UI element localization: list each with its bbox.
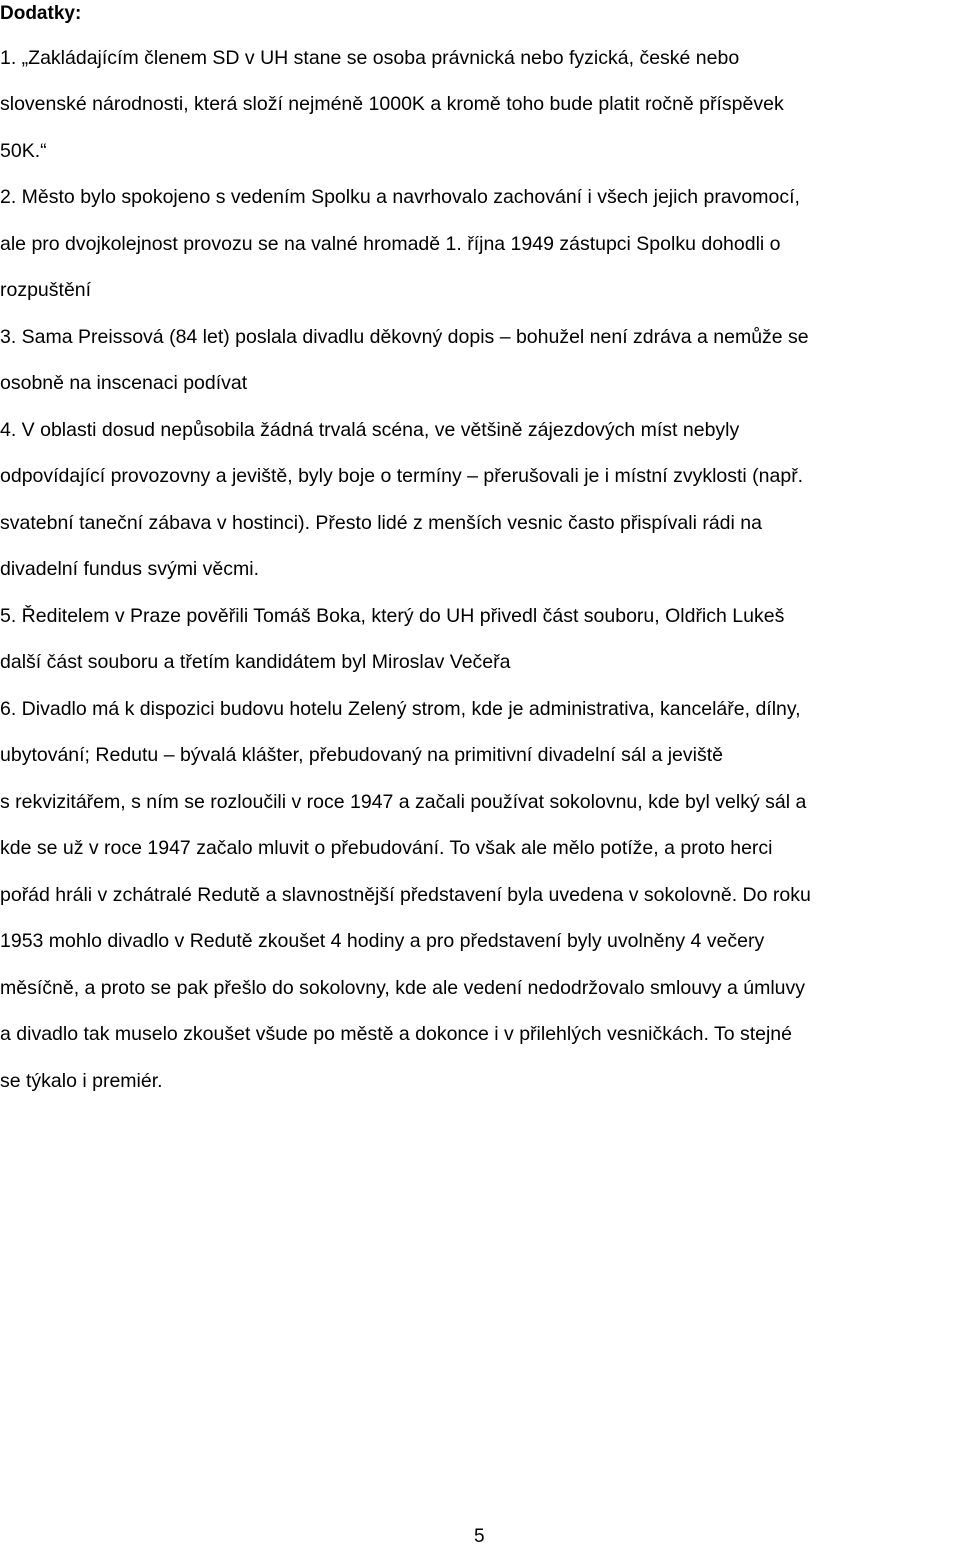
page-heading: Dodatky: xyxy=(0,3,82,24)
text-line: pořád hráli v zchátralé Redutě a slavnostnější představení byla uvedena v sokolovně. Do roku xyxy=(0,884,811,906)
text-line: 5. Ředitelem v Praze pověřili Tomáš Boka, který do UH přivedl část souboru, Oldřich Lukeš xyxy=(0,605,785,627)
text-line: rozpuštění xyxy=(0,279,92,301)
text-line: další část souboru a třetím kandidátem byl Miroslav Večeřa xyxy=(0,651,511,673)
text-line: ale pro dvojkolejnost provozu se na valné hromadě 1. října 1949 zástupci Spolku dohodli o xyxy=(0,233,781,255)
text-line: s rekvizitářem, s ním se rozloučili v roce 1947 a začali používat sokolovnu, kde byl velký sál a xyxy=(0,791,807,813)
page-number: 5 xyxy=(474,1526,485,1547)
text-line: ubytování; Redutu – bývalá klášter, přebudovaný na primitivní divadelní sál a jeviště xyxy=(0,744,723,766)
text-line: 50K.“ xyxy=(0,140,47,162)
text-line: svatební taneční zábava v hostinci). Přesto lidé z menších vesnic často přispívali rádi na xyxy=(0,512,762,534)
text-line: se týkalo i premiér. xyxy=(0,1070,163,1092)
text-line: 2. Město bylo spokojeno s vedením Spolku a navrhovalo zachování i všech jejich pravomocí, xyxy=(0,186,800,208)
text-line: osobně na inscenaci podívat xyxy=(0,372,248,394)
text-line: 1. „Zakládajícím členem SD v UH stane se osoba právnická nebo fyzická, české nebo xyxy=(0,47,740,69)
text-line: 3. Sama Preissová (84 let) poslala divadlu děkovný dopis – bohužel není zdráva a nemůže se xyxy=(0,326,809,348)
text-line: 1953 mohlo divadlo v Redutě zkoušet 4 hodiny a pro představení byly uvolněny 4 večery xyxy=(0,930,765,952)
text-line: divadelní fundus svými věcmi. xyxy=(0,558,260,580)
text-line: 4. V oblasti dosud nepůsobila žádná trvalá scéna, ve většině zájezdových míst nebyly xyxy=(0,419,740,441)
text-line: 6. Divadlo má k dispozici budovu hotelu Zelený strom, kde je administrativa, kanceláře, dílny, xyxy=(0,698,801,720)
text-line: kde se už v roce 1947 začalo mluvit o přebudování. To však ale mělo potíže, a proto herci xyxy=(0,837,773,859)
text-line: a divadlo tak muselo zkoušet všude po městě a dokonce i v přilehlých vesničkách. To stejné xyxy=(0,1023,792,1045)
text-line: odpovídající provozovny a jeviště, byly boje o termíny – přerušovali je i místní zvyklosti (např. xyxy=(0,465,804,487)
text-line: měsíčně, a proto se pak přešlo do sokolovny, kde ale vedení nedodržovalo smlouvy a úmluvy xyxy=(0,977,805,999)
text-line: slovenské národnosti, která složí nejméně 1000K a kromě toho bude platit ročně příspěvek xyxy=(0,93,784,115)
